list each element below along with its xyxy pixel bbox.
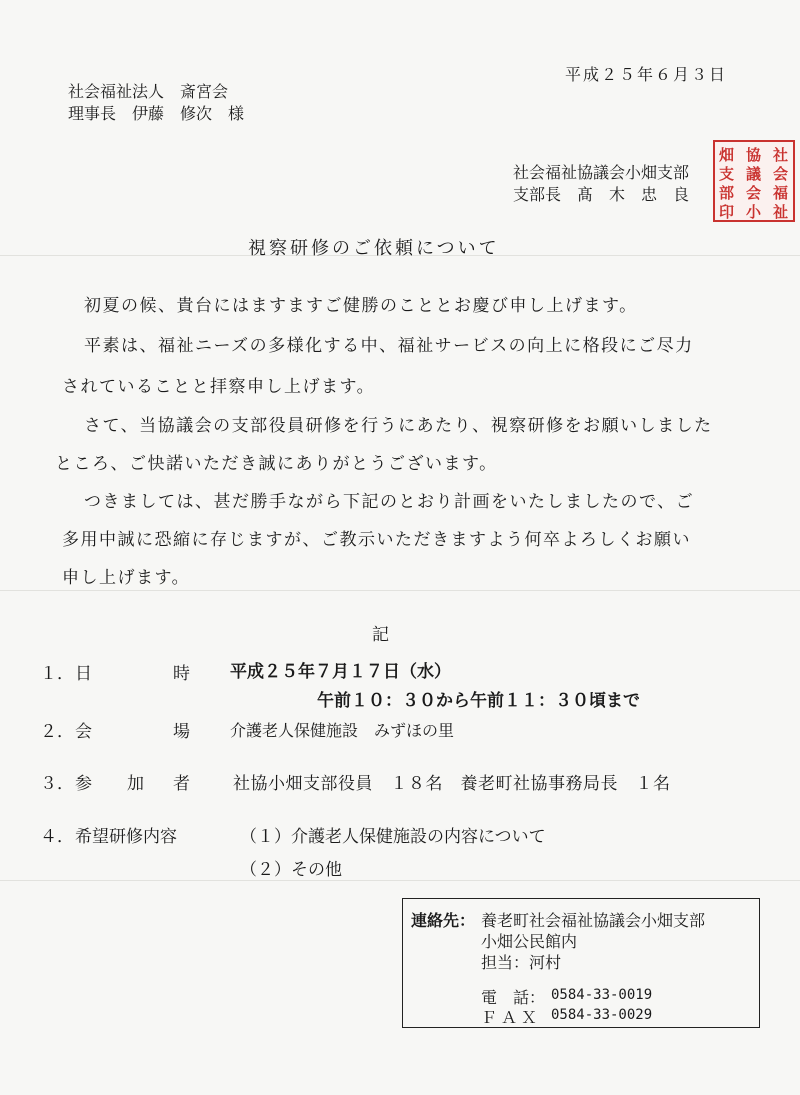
contact-org: 養老町社会福祉協議会小畑支部 <box>481 911 706 930</box>
official-seal-stamp: 社 会 福 祉 協 議 会 小 畑 支 部 印 <box>713 140 795 222</box>
paragraph-3-line-1: さて、当協議会の支部役員研修を行うにあたり、視察研修をお願いしました <box>84 416 713 436</box>
item-1-label-a: 日 <box>75 664 92 684</box>
paper-fold-line <box>0 590 800 591</box>
letter-title: 視察研修のご依頼について <box>248 238 500 259</box>
item-1-value-time: 午前１０：３０から午前１１：３０頃まで <box>317 691 640 711</box>
paragraph-4-line-2: 多用中誠に恐縮に存じますが、ご教示いただきますよう何卒よろしくお願い <box>62 530 691 550</box>
item-1-value-date: 平成２５年７月１７日（水） <box>230 662 451 682</box>
contact-person: 担当：河村 <box>481 953 562 972</box>
item-1-number: １． <box>40 664 74 684</box>
item-3-value: 社協小畑支部役員 １８名 養老町社協事務局長 １名 <box>233 774 671 794</box>
paragraph-greeting: 初夏の候、貴台にはますますご健勝のこととお慶び申し上げます。 <box>84 296 638 316</box>
paper-fold-line <box>0 880 800 881</box>
contact-fax: 0584-33-0029 <box>551 1007 653 1023</box>
contact-place: 小畑公民館内 <box>481 932 578 951</box>
item-4-number: ４． <box>40 827 74 847</box>
recipient-name: 理事長 伊藤 修次 様 <box>68 104 245 123</box>
item-2-label-a: 会 <box>75 722 92 742</box>
paragraph-4-line-3: 申し上げます。 <box>62 568 191 588</box>
paragraph-4-line-1: つきましては、甚だ勝手ながら下記のとおり計画をいたしましたので、ご <box>84 492 695 512</box>
contact-tel-label: 電 話： <box>481 988 546 1007</box>
item-1-label-b: 時 <box>173 664 190 684</box>
item-3-label-a: 参 <box>75 774 92 794</box>
item-3-label-b: 者 <box>173 774 190 794</box>
paragraph-2-line-1: 平素は、福祉ニーズの多様化する中、福祉サービスの向上に格段にご尽力 <box>84 336 694 356</box>
item-3-number: ３． <box>40 774 74 794</box>
recipient-org: 社会福祉法人 斎宮会 <box>68 82 229 101</box>
contact-label: 連絡先： <box>411 911 476 930</box>
item-3-label-mid: 加 <box>127 774 144 794</box>
contact-fax-label: ＦＡＸ <box>481 1008 542 1027</box>
item-2-value: 介護老人保健施設 みずほの里 <box>230 721 455 740</box>
paragraph-3-line-2: ところ、ご快諾いただき誠にありがとうございます。 <box>55 454 498 474</box>
contact-box <box>402 898 760 1028</box>
item-4-value-1: （１）介護老人保健施設の内容について <box>240 827 546 847</box>
sender-name: 支部長 髙 木 忠 良 <box>513 185 690 204</box>
letter-date: 平成２５年６月３日 <box>565 65 728 84</box>
item-4-label: 希望研修内容 <box>75 827 177 847</box>
paragraph-2-line-2: されていることと拝察申し上げます。 <box>62 377 376 397</box>
ki-heading: 記 <box>372 625 389 645</box>
sender-org: 社会福祉協議会小畑支部 <box>513 163 690 182</box>
contact-tel: 0584-33-0019 <box>551 987 653 1003</box>
item-4-value-2: （２）その他 <box>240 860 342 880</box>
item-2-label-b: 場 <box>173 722 190 742</box>
item-2-number: ２． <box>40 722 74 742</box>
